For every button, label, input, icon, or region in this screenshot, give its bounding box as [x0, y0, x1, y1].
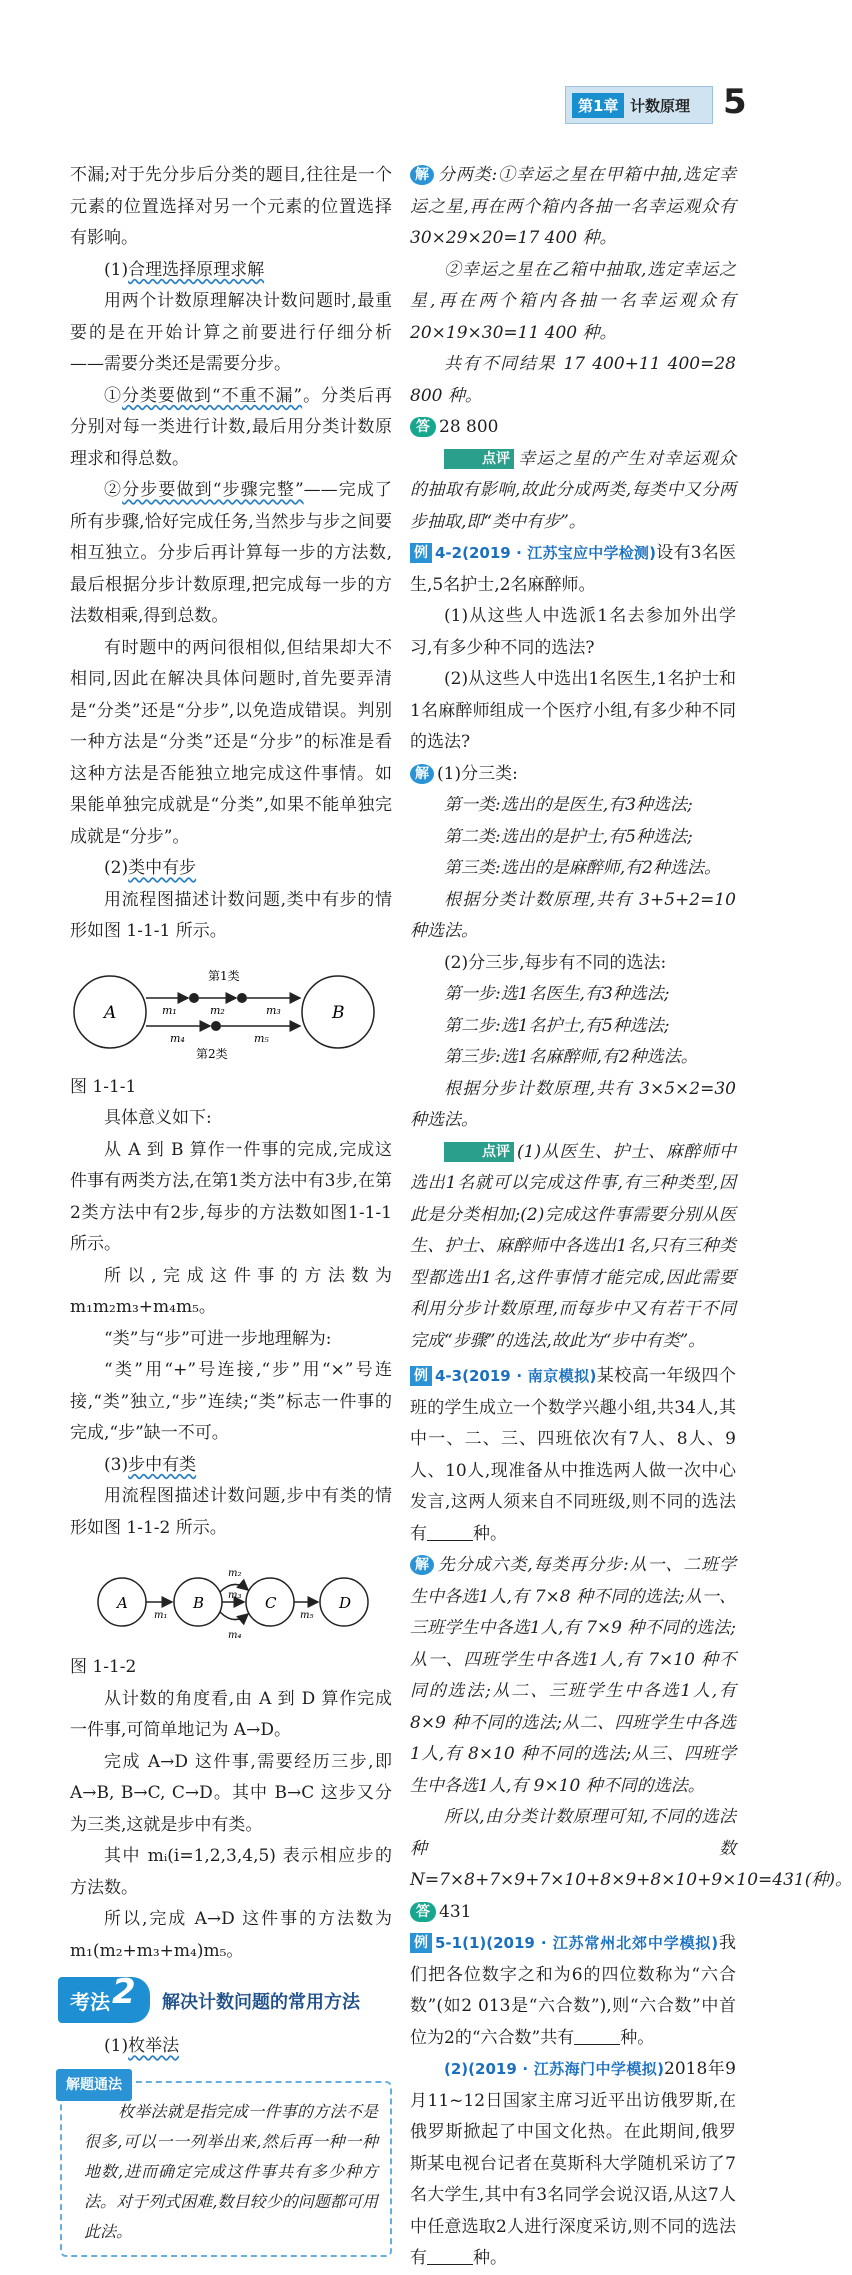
- section-heading: (1)枚举法: [104, 2036, 180, 2056]
- page-number: 5: [723, 82, 747, 122]
- solution-line: 第三步:选1名麻醉师,有2种选法。: [444, 1047, 698, 1067]
- example-badge: 例: [410, 1933, 432, 1953]
- example-badge: 例: [410, 543, 432, 563]
- example-question: (1)从这些人中选派1名去参加外出学习,有多少种不同的选法?: [410, 606, 736, 658]
- comment-badge: 点评: [444, 449, 514, 469]
- label-m5: m₅: [300, 1610, 314, 1621]
- solution-line: (2)分三步,每步有不同的选法:: [444, 952, 667, 973]
- answer-line: 答 28 800: [410, 412, 736, 444]
- example-id: 5-1(1)(2019 · 江苏常州北郊中学模拟): [435, 1934, 719, 1952]
- solution-line: 第二类:选出的是护士,有5种选法;: [444, 826, 693, 847]
- answer-blank: [427, 1522, 473, 1541]
- solution-line: 第二步:选1名护士,有5种选法;: [444, 1015, 670, 1036]
- paragraph: 不漏;对于先分步后分类的题目,往往是一个元素的位置选择对另一个元素的位置选择有影响。: [70, 165, 392, 248]
- solution-paragraph: 共有不同结果 17 400+11 400=28 800 种。: [410, 354, 736, 406]
- paragraph: 有时题中的两问很相似,但结果却大不相同,因此在解决具体问题时,首先要弄清是“分类”还是“分步”,以免造成错误。判别一种方法是“分类”还是“分步”的标准是看这种方法是否能独立地完成这件事情。如果能单独完成就是“分类”,如果不能单独完成就是“分步”。: [70, 637, 392, 847]
- paragraph: 所以,完成这件事的方法数为 m₁m₂m₃+m₄m₅。: [70, 1265, 392, 1317]
- paragraph: 完成 A→D 这件事,需要经历三步,即 A→B, B→C, C→D。其中 B→C 这步又分为三类,这就是步中有类。: [70, 1751, 392, 1835]
- step-dot: [189, 993, 199, 1003]
- label-class1: 第1类: [208, 968, 240, 983]
- example-id: 4-2(2019 · 江苏宝应中学检测): [435, 544, 657, 562]
- solution-line: 根据分步计数原理,共有 3×5×2=30 种选法。: [410, 1078, 736, 1130]
- right-column: [410, 160, 852, 2275]
- example-statement: 例 4-2(2019 · 江苏宝应中学检测)设有3名医生,5名护士,2名麻醉师。: [410, 543, 736, 595]
- solution-paragraph: ②幸运之星在乙箱中抽取,选定幸运之星,再在两个箱内各抽一名幸运观众有 20×19×30=11 400 种。: [410, 259, 736, 343]
- solution-paragraph: 解 先分成六类,每类再分步:从一、二班学生中各选1人,有 7×8 种不同的选法;从一、三班学生中各选1人,有 7×9 种不同的选法;从一、四班学生中各选1人,有 7×10 种不同的选法;从二、三班学生中各选1人,有 8×9 种不同的选法;从二、四班学生中各选1人,有 8×10 种不同的选法;从三、四班学生中各选1人,有 9×10 种不同的选法。: [410, 1555, 736, 1796]
- label-m2: m₂: [210, 1003, 225, 1017]
- flow-diagram-2: [70, 1552, 392, 1652]
- step-dot: [211, 1021, 221, 1031]
- label-m3: m₃: [266, 1003, 281, 1017]
- solution-line: 第一类:选出的是医生,有3种选法;: [444, 795, 693, 815]
- general-method-tag: 解题通法: [56, 2069, 132, 2101]
- label-m4: m₄: [228, 1630, 242, 1641]
- node-d-label: D: [339, 1594, 352, 1612]
- example-id: (2)(2019 · 江苏海门中学模拟): [444, 2060, 665, 2078]
- step-dot: [237, 993, 247, 1003]
- label-m5: m₅: [254, 1031, 269, 1045]
- paragraph: 从计数的角度看,由 A 到 D 算作完成一件事,可简单地记为 A→D。: [70, 1688, 392, 1740]
- chapter-label: 第1章: [572, 93, 624, 118]
- example-statement: 例 4-3(2019 · 南京模拟)某校高一年级四个班的学生成立一个数学兴趣小组,共34人,其中一、二、三、四班依次有7人、8人、9人、10人,现准备从中推选两人做一次中心发言,这两人须来自不同班级,则不同的选法有 种。: [410, 1366, 737, 1544]
- label-m1: m₁: [162, 1003, 177, 1017]
- label-m4: m₄: [170, 1031, 185, 1045]
- method-badge: 考法 2: [58, 1977, 150, 2023]
- solution-line: 第一步:选1名医生,有3种选法;: [444, 984, 670, 1004]
- node-c-label: C: [265, 1594, 277, 1612]
- paragraph: 用流程图描述计数问题,类中有步的情形如图 1-1-1 所示。: [70, 889, 392, 941]
- label-m1: m₁: [154, 1610, 168, 1621]
- solution-line: 第三类:选出的是麻醉师,有2种选法。: [444, 858, 721, 878]
- node-a-label: A: [117, 1594, 128, 1612]
- answer-line: 答 431: [410, 1897, 736, 1929]
- node-a-label: A: [104, 1002, 117, 1023]
- answer-badge: 答: [410, 1902, 436, 1922]
- paragraph: 用两个计数原理解决计数问题时,最重要的是在开始计算之前要进行仔细分析——需要分类还是需要分步。: [70, 291, 392, 374]
- method-title: 解决计数问题的常用方法: [162, 1992, 360, 2013]
- solution-line: 根据分类计数原理,共有 3+5+2=10 种选法。: [410, 889, 736, 941]
- paragraph: 所以,完成 A→D 这件事的方法数为 m₁(m₂+m₃+m₄)m₅。: [70, 1909, 392, 1961]
- solution-badge: 解: [410, 1555, 434, 1575]
- section-heading: (2)类中有步: [104, 858, 197, 878]
- comment-badge: 点评: [444, 1142, 514, 1162]
- paragraph: “类”用“+”号连接,“步”用“×”号连接,“类”独立,“步”连续;“类”标志一件事的完成,“步”缺一不可。: [70, 1360, 392, 1443]
- node-b-label: B: [332, 1002, 345, 1023]
- left-column: [66, 160, 393, 2257]
- general-method-box: [60, 2076, 392, 2257]
- section-heading: (3)步中有类: [104, 1454, 197, 1475]
- figure-caption: 图 1-1-2: [70, 1657, 137, 1677]
- label-m3: m₃: [228, 1590, 242, 1601]
- answer-blank: [574, 2026, 620, 2045]
- example-question: (2)从这些人中选出1名医生,1名护士和1名麻醉师组成一个医疗小组,有多少种不同的选法?: [410, 669, 736, 752]
- method-heading: [70, 1972, 392, 2023]
- solution-paragraph: 解 (1)分三类:: [410, 759, 736, 791]
- solution-paragraph: 所以,由分类计数原理可知,不同的选法种数 N=7×8+7×9+7×10+8×9+8×10+9×10=431(种)。: [410, 1807, 852, 1890]
- example-badge: 例: [410, 1366, 432, 1386]
- flow-diagram-1: [70, 954, 392, 1072]
- paragraph: ①分类要做到“不重不漏”。分类后再分别对每一类进行计数,最后用分类计数原理求和得总数。: [70, 385, 393, 469]
- general-method-text: 枚举法就是指完成一件事的方法不是很多,可以一一列举出来,然后再一种一种地数,进而确定完成这件事共有多少种方法。对于列式困难,数目较少的问题都可用此法。: [84, 2101, 378, 2241]
- paragraph: ②分步要做到“步骤完整”——完成了所有步骤,恰好完成任务,当然步与步之间要相互独立。分步后再计算每一步的方法数,最后根据分步计数原理,把完成每一步的方法数相乘,得到总数。: [70, 480, 393, 626]
- comment-paragraph: 点评 (1)从医生、护士、麻醉师中选出1名就可以完成这件事,有三种类型,因此是分类相加;(2)完成这件事需要分别从医生、护士、麻醉师中各选出1名,只有三种类型都选出1名,这件事情才能完成,因此需要利用分步计数原理,而每步中又有若干不同完成“步骤”的选法,故此为“步中有类”。: [410, 1141, 736, 1351]
- answer-blank: [427, 2246, 473, 2265]
- example-statement: (2)(2019 · 江苏海门中学模拟)2018年9月11~12日国家主席习近平出访俄罗斯,在俄罗斯掀起了中国文化热。在此期间,俄罗斯某电视台记者在莫斯科大学随机采访了7名大学生,其中有3名同学会说汉语,从这7人中任意选取2人进行深度采访,则不同的选法有 种。: [410, 2059, 736, 2268]
- section-heading: (1)合理选择原理求解: [104, 259, 265, 280]
- figure-caption: 图 1-1-1: [70, 1076, 137, 1097]
- comment-paragraph: 点评 幸运之星的产生对幸运观众的抽取有影响,故此分成两类,每类中又分两步抽取,即“类中有步”。: [410, 448, 736, 532]
- paragraph: 具体意义如下:: [104, 1108, 212, 1128]
- chapter-title: 计数原理: [630, 97, 691, 115]
- example-statement: 例 5-1(1)(2019 · 江苏常州北郊中学模拟)我们把各位数字之和为6的四位数称为“六合数”(如2 013是“六合数”),则“六合数”中首位为2的“六合数”共有 种。: [410, 1933, 736, 2048]
- solution-paragraph: 解 分两类:①幸运之星在甲箱中抽,选定幸运之星,再在两个箱内各抽一名幸运观众有 30×29×20=17 400 种。: [410, 165, 736, 248]
- solution-badge: 解: [410, 165, 434, 185]
- node-b-label: B: [193, 1594, 205, 1612]
- solution-badge: 解: [410, 764, 434, 784]
- label-m2: m₂: [228, 1568, 242, 1579]
- label-class2: 第2类: [196, 1046, 228, 1061]
- answer-badge: 答: [410, 417, 436, 437]
- example-id: 4-3(2019 · 南京模拟): [435, 1367, 597, 1385]
- paragraph: 从 A 到 B 算作一件事的完成,完成这件事有两类方法,在第1类方法中有3步,在第2类方法中有2步,每步的方法数如图1-1-1所示。: [70, 1139, 392, 1254]
- paragraph: 用流程图描述计数问题,步中有类的情形如图 1-1-2 所示。: [70, 1486, 392, 1538]
- paragraph: “类”与“步”可进一步地理解为:: [104, 1328, 332, 1349]
- edge-m4: [220, 1612, 248, 1620]
- chapter-header: [565, 86, 713, 124]
- paragraph: 其中 mᵢ(i=1,2,3,4,5) 表示相应步的方法数。: [70, 1846, 392, 1898]
